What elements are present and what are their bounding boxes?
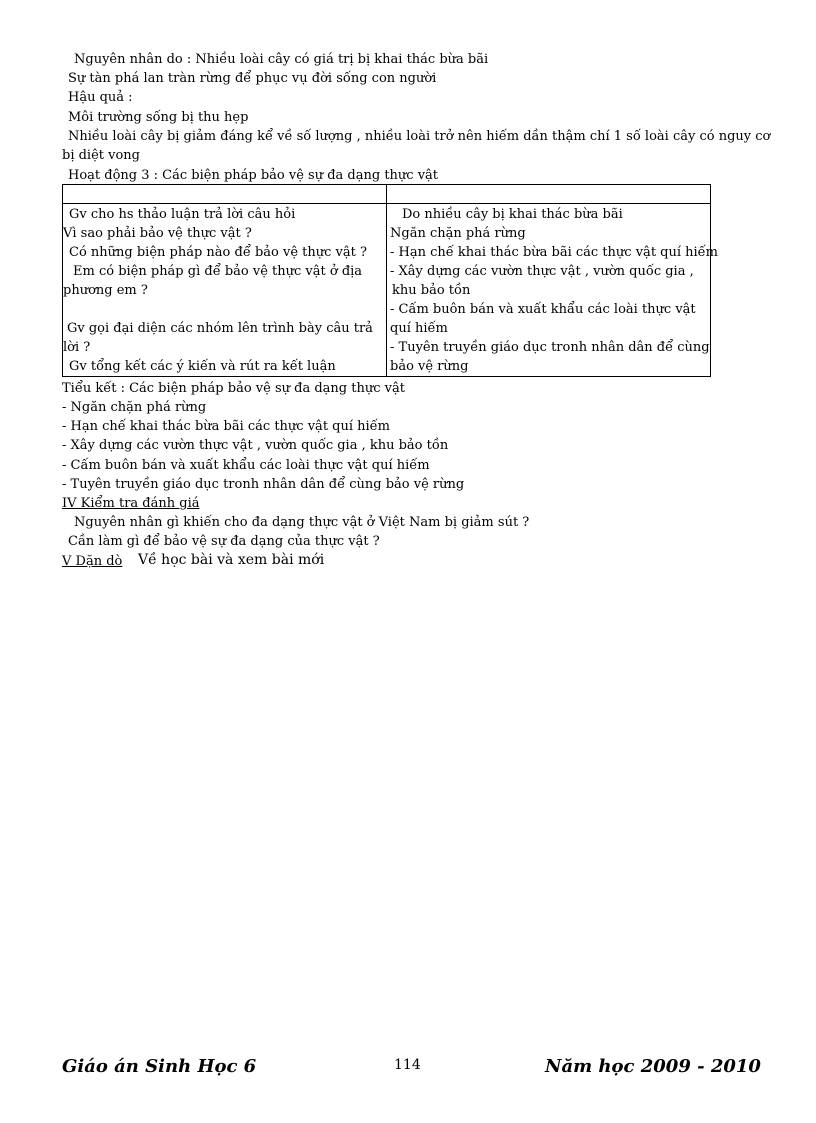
activity-table <box>62 184 719 377</box>
left-line: phương em ? <box>63 283 148 298</box>
homework-heading: V Dặn dò <box>62 554 123 569</box>
right-line: Do nhiều cây bị khai thác bừa bãi <box>402 207 623 222</box>
activity-3-heading: Hoạt động 3 : Các biện pháp bảo vệ sự đa dạng thực vật <box>68 168 439 183</box>
summary-item: - Hạn chế khai thác bừa bãi các thực vật quí hiếm <box>62 419 391 434</box>
table-column-divider <box>386 185 387 376</box>
table-left-cell <box>63 205 385 376</box>
intro-line-4: Môi trường sống bị thu hẹp <box>68 110 249 125</box>
left-line: Em có biện pháp gì để bảo vệ thực vật ở địa <box>73 264 363 279</box>
assessment-question-1: Nguyên nhân gì khiến cho đa dạng thực vật ở Việt Nam bị giảm sút ? <box>74 515 530 530</box>
summary-item: - Ngăn chặn phá rừng <box>62 400 207 415</box>
assessment-question-2: Cần làm gì để bảo vệ sự đa dạng của thực vật ? <box>68 534 380 549</box>
right-line: bảo vệ rừng <box>390 359 469 374</box>
intro-line-2: Sự tàn phá lan tràn rừng để phục vụ đời sống con người <box>68 71 437 86</box>
summary-item: - Tuyên truyền giáo dục tronh nhân dân để cùng bảo vệ rừng <box>62 477 465 492</box>
left-line: Có những biện pháp nào để bảo vệ thực vật ? <box>69 245 367 260</box>
left-line: lời ? <box>63 340 91 355</box>
page-number: 114 <box>394 1057 421 1073</box>
right-line: - Xây dựng các vườn thực vật , vườn quốc gia , <box>390 264 694 279</box>
summary-item: - Xây dựng các vườn thực vật , vườn quốc gia , khu bảo tồn <box>62 438 449 453</box>
right-line: quí hiếm <box>390 321 448 336</box>
right-line: - Tuyên truyền giáo dục tronh nhân dân để cùng <box>390 340 710 355</box>
left-line: Vì sao phải bảo vệ thực vật ? <box>63 226 252 241</box>
table-right-cell <box>390 205 719 376</box>
footer-school-year: Năm học 2009 - 2010 <box>545 1056 761 1077</box>
left-line: Gv gọi đại diện các nhóm lên trình bày câu trả <box>67 321 373 336</box>
right-line: khu bảo tồn <box>392 283 471 298</box>
summary-item: - Cấm buôn bán và xuất khẩu các loài thực vật quí hiếm <box>62 458 430 473</box>
right-line: - Cấm buôn bán và xuất khẩu các loài thực vật <box>390 302 696 317</box>
intro-line-5: Nhiều loài cây bị giảm đáng kể về số lượng , nhiều loài trở nên hiếm dần thậm chí 1 số loài cây có nguy cơ <box>68 129 771 144</box>
right-line: - Hạn chế khai thác bừa bãi các thực vật quí hiếm <box>390 245 719 260</box>
left-line <box>63 300 385 319</box>
summary-title: Tiểu kết : Các biện pháp bảo vệ sự đa dạng thực vật <box>62 381 405 396</box>
right-line: Ngăn chặn phá rừng <box>390 226 526 241</box>
left-line: Gv tổng kết các ý kiến và rút ra kết luận <box>69 359 336 374</box>
homework-text: Về học bài và xem bài mới <box>138 552 325 568</box>
assessment-heading: IV Kiểm tra đánh giá <box>62 496 200 511</box>
footer-left-title: Giáo án Sinh Học 6 <box>62 1056 257 1077</box>
intro-line-6: bị diệt vong <box>62 148 141 163</box>
intro-line-3: Hậu quả : <box>68 90 133 105</box>
left-line: Gv cho hs thảo luận trả lời câu hỏi <box>69 207 296 222</box>
intro-line-1: Nguyên nhân do : Nhiều loài cây có giá trị bị khai thác bừa bãi <box>74 52 489 67</box>
